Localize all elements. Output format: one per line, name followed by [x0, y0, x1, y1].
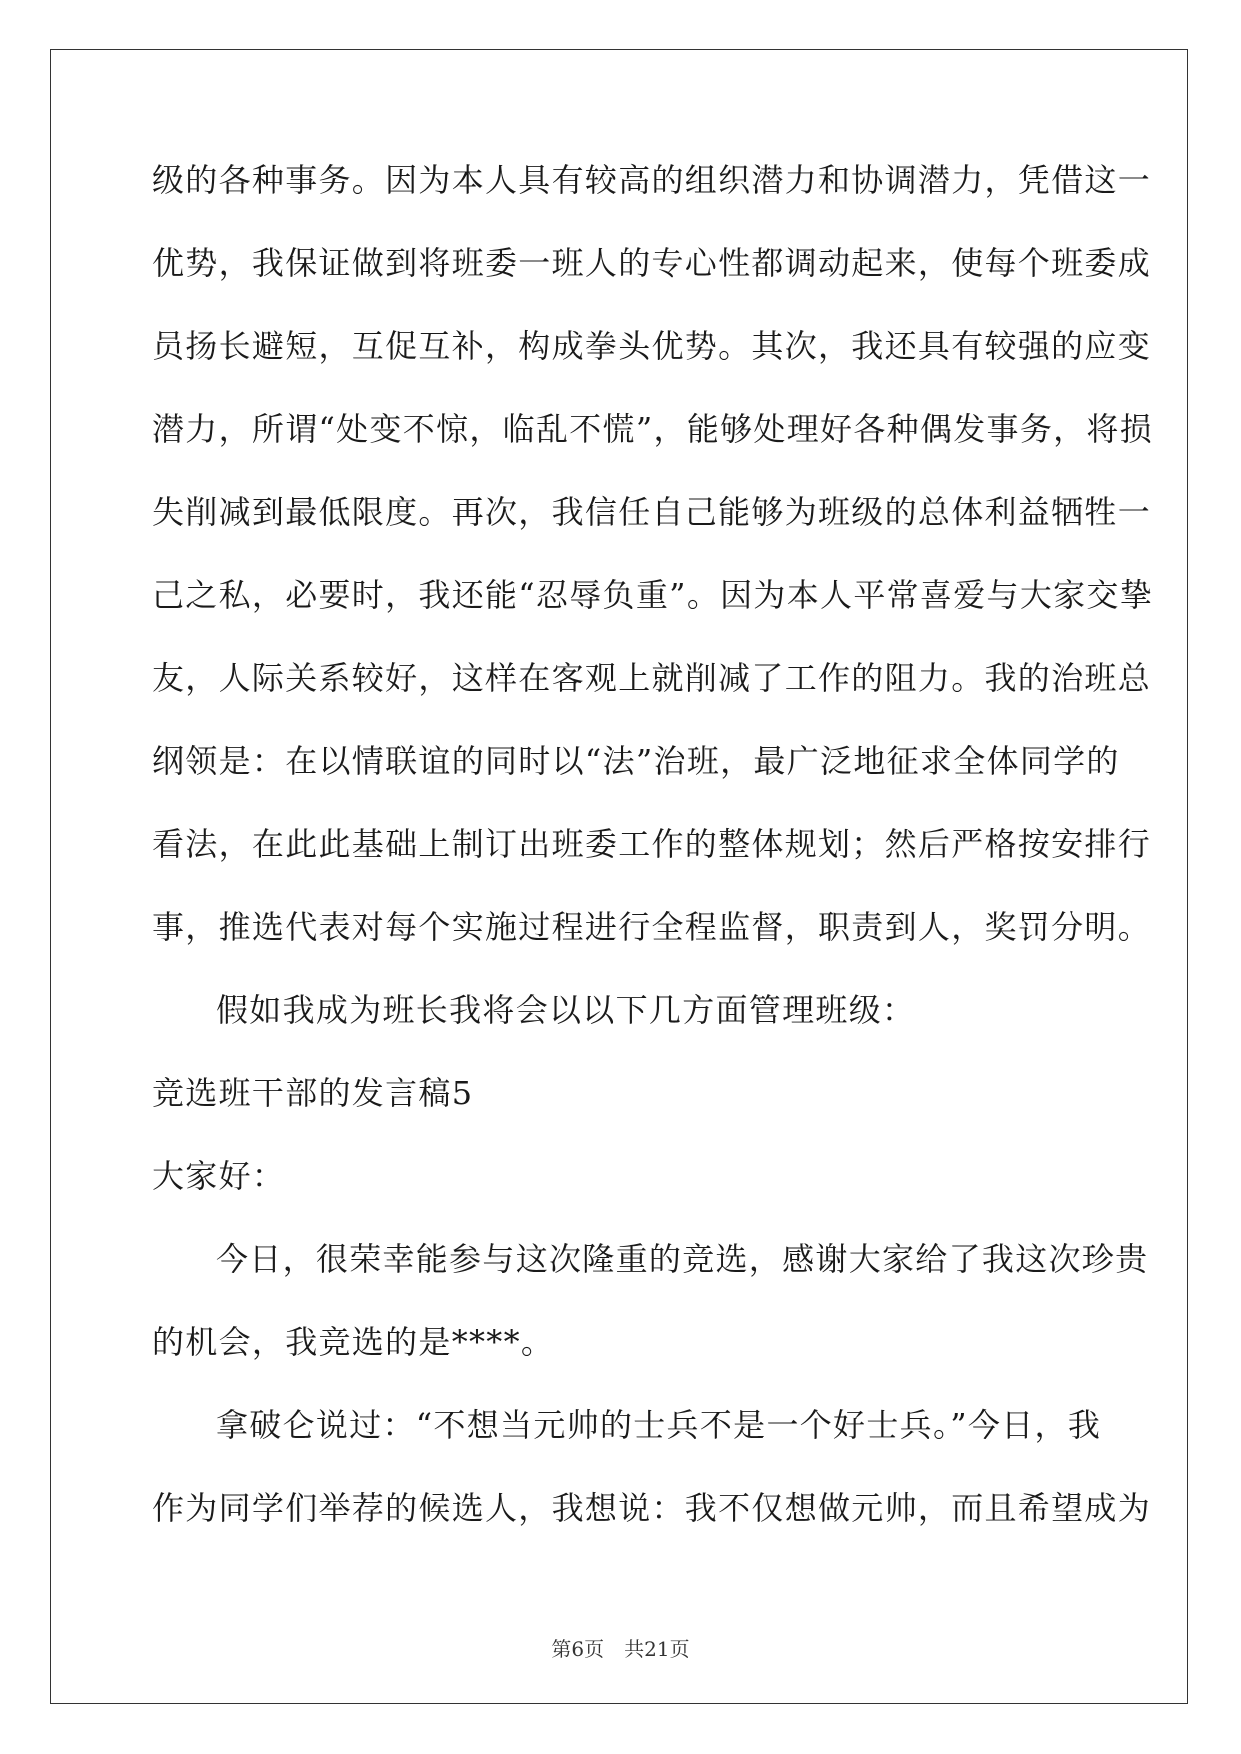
- page-footer: [0, 1633, 1241, 1662]
- text-line: 员扬长避短，互促互补，构成拳头优势。其次，我还具有较强的应变: [152, 327, 1152, 365]
- section-heading: 竞选班干部的发言稿5: [152, 1074, 474, 1112]
- document-body: [152, 157, 1154, 1568]
- greeting-line: 大家好：: [152, 1157, 286, 1195]
- paragraph-line: 今日，很荣幸能参与这次隆重的竞选，感谢大家给了我这次珍贵: [216, 1240, 1149, 1278]
- page-total: 共21页: [624, 1637, 690, 1661]
- text-line: 失削减到最低限度。再次，我信任自己能够为班级的总体利益牺牲一: [152, 493, 1152, 531]
- text-line: 己之私，必要时，我还能“忍辱负重”。因为本人平常喜爱与大家交挚: [152, 576, 1154, 614]
- page-number: 第6页: [551, 1637, 605, 1661]
- paragraph-line: 拿破仑说过：“不想当元帅的士兵不是一个好士兵。”今日，我: [216, 1406, 1102, 1444]
- text-line: 纲领是：在以情联谊的同时以“法”治班，最广泛地征求全体同学的: [152, 742, 1120, 780]
- text-line: 优势，我保证做到将班委一班人的专心性都调动起来，使每个班委成: [152, 244, 1152, 282]
- text-line: 的机会，我竞选的是****。: [152, 1323, 555, 1361]
- text-line: 事，推选代表对每个实施过程进行全程监督，职责到人，奖罚分明。: [152, 908, 1152, 946]
- text-line: 级的各种事务。因为本人具有较高的组织潜力和协调潜力，凭借这一: [152, 161, 1152, 199]
- text-line: 看法，在此此基础上制订出班委工作的整体规划；然后严格按安排行: [152, 825, 1152, 863]
- text-line: 友，人际关系较好，这样在客观上就削减了工作的阻力。我的治班总: [152, 659, 1152, 697]
- text-line: 作为同学们举荐的候选人，我想说：我不仅想做元帅，而且希望成为: [152, 1489, 1152, 1527]
- text-line: 潜力，所谓“处变不惊，临乱不慌”，能够处理好各种偶发事务，将损: [152, 410, 1154, 448]
- paragraph-line: 假如我成为班长我将会以以下几方面管理班级：: [216, 991, 916, 1029]
